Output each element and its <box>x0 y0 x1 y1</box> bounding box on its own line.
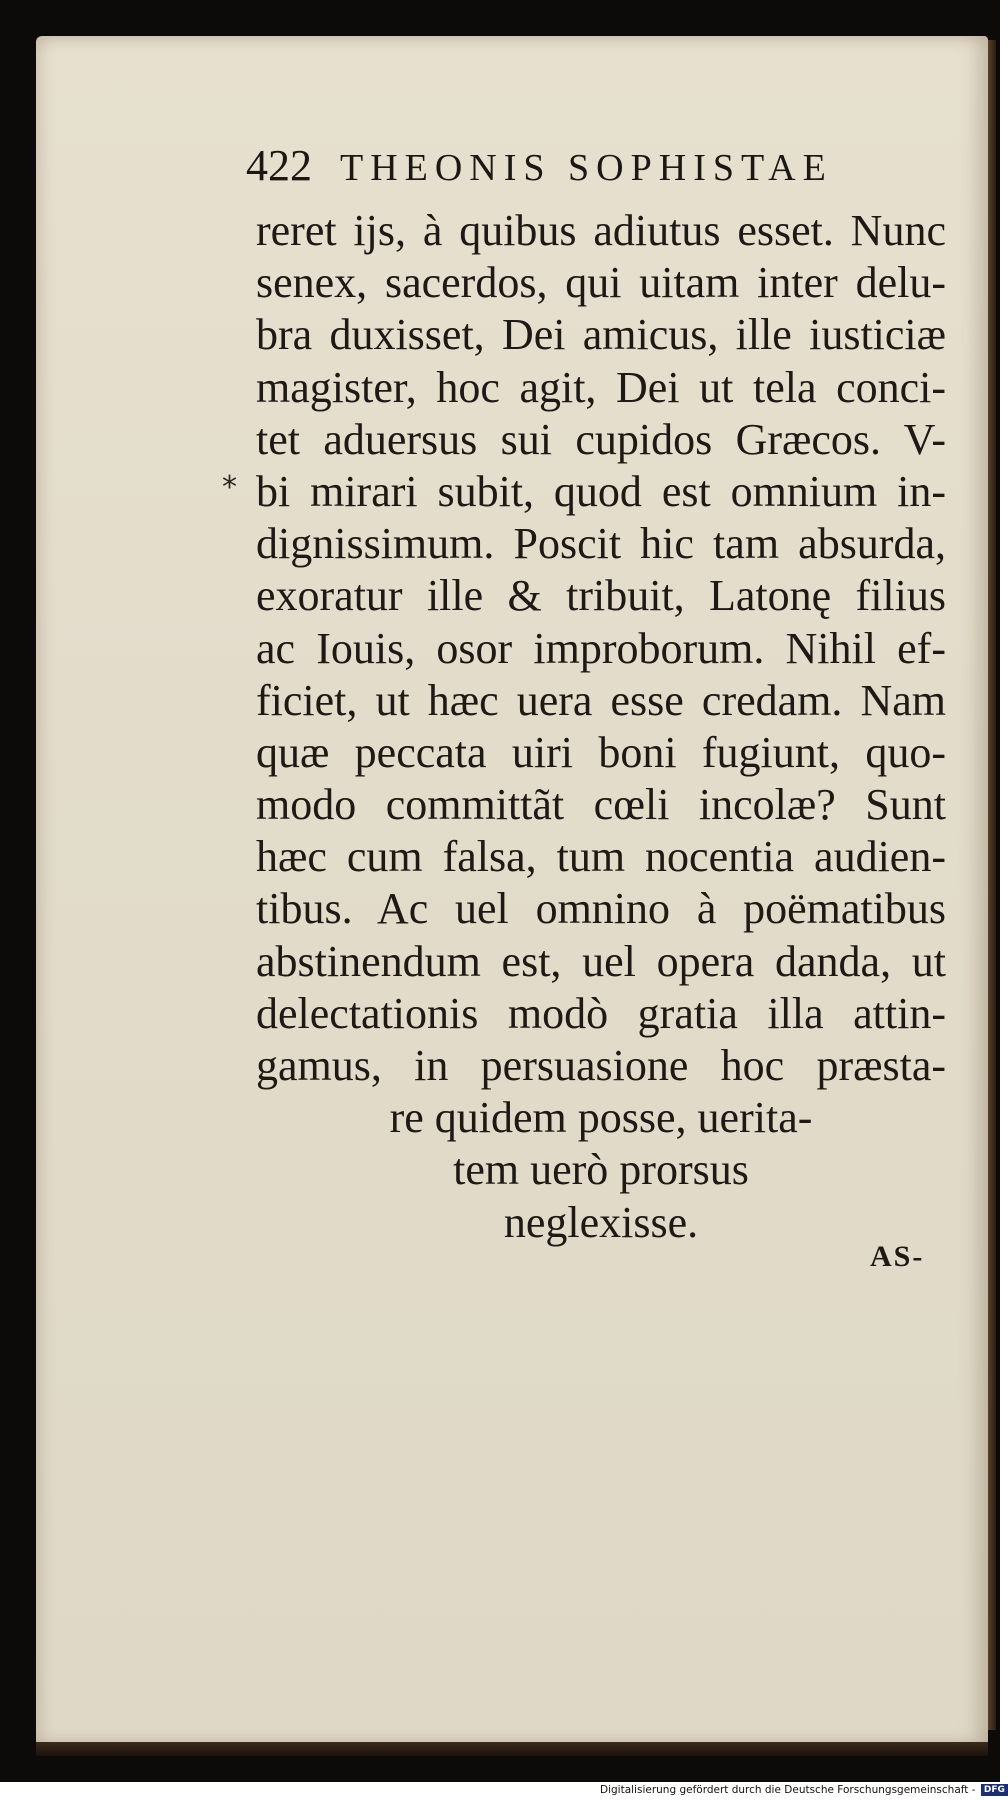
text-line: bra duxisset, Dei amicus, ille iusticiæ <box>256 310 946 360</box>
page-number: 422 <box>246 141 312 190</box>
text-line: modo committãt cœli incolæ? Sunt <box>256 780 946 830</box>
marginal-asterisk: * <box>222 470 237 505</box>
running-title: THEONIS SOPHISTAE <box>340 147 833 189</box>
closing-line: tem uerò prorsus <box>453 1145 749 1195</box>
text-line: exoratur ille & tribuit, Latonę filius <box>256 571 946 621</box>
text-line: magister, hoc agit, Dei ut tela conci- <box>256 362 946 412</box>
text-line: tibus. Ac uel omnino à poëmatibus <box>256 884 946 934</box>
closing-line: re quidem posse, uerita- <box>389 1093 813 1143</box>
footer-credit <box>600 1784 1005 1800</box>
text-line: delectationis modò gratia illa attin- <box>256 988 946 1038</box>
text-line: senex, sacerdos, qui uitam inter delu- <box>256 258 946 308</box>
text-line: hæc cum falsa, tum nocentia audien- <box>256 832 946 882</box>
closing-line: neglexisse. <box>503 1197 699 1247</box>
page-bottom-shadow <box>36 1742 988 1756</box>
text-line: ac Iouis, osor improborum. Nihil ef- <box>256 623 946 673</box>
body-text <box>256 205 946 1249</box>
catchword: AS- <box>870 1240 925 1273</box>
text-line: tet aduersus sui cupidos Græcos. V- <box>256 414 946 464</box>
dfg-logo: DFG <box>981 1784 1008 1796</box>
text-line: abstinendum est, uel opera danda, ut <box>256 936 946 986</box>
text-line: dignissimum. Poscit hic tam absurda, <box>256 519 946 569</box>
text-line: quæ peccata uiri boni fugiunt, quo- <box>256 727 946 777</box>
text-line: bi mirari subit, quod est omnium in- <box>256 466 946 516</box>
text-line: gamus, in persuasione hoc præsta- <box>256 1041 946 1090</box>
footer-credit-text: Digitalisierung gefördert durch die Deutsche Forschungsgemeinschaft - <box>600 1784 976 1796</box>
running-head <box>246 140 906 200</box>
text-line: reret ijs, à quibus adiutus esset. Nunc <box>256 206 946 255</box>
text-line: ficiet, ut hæc uera esse credam. Nam <box>256 675 946 725</box>
